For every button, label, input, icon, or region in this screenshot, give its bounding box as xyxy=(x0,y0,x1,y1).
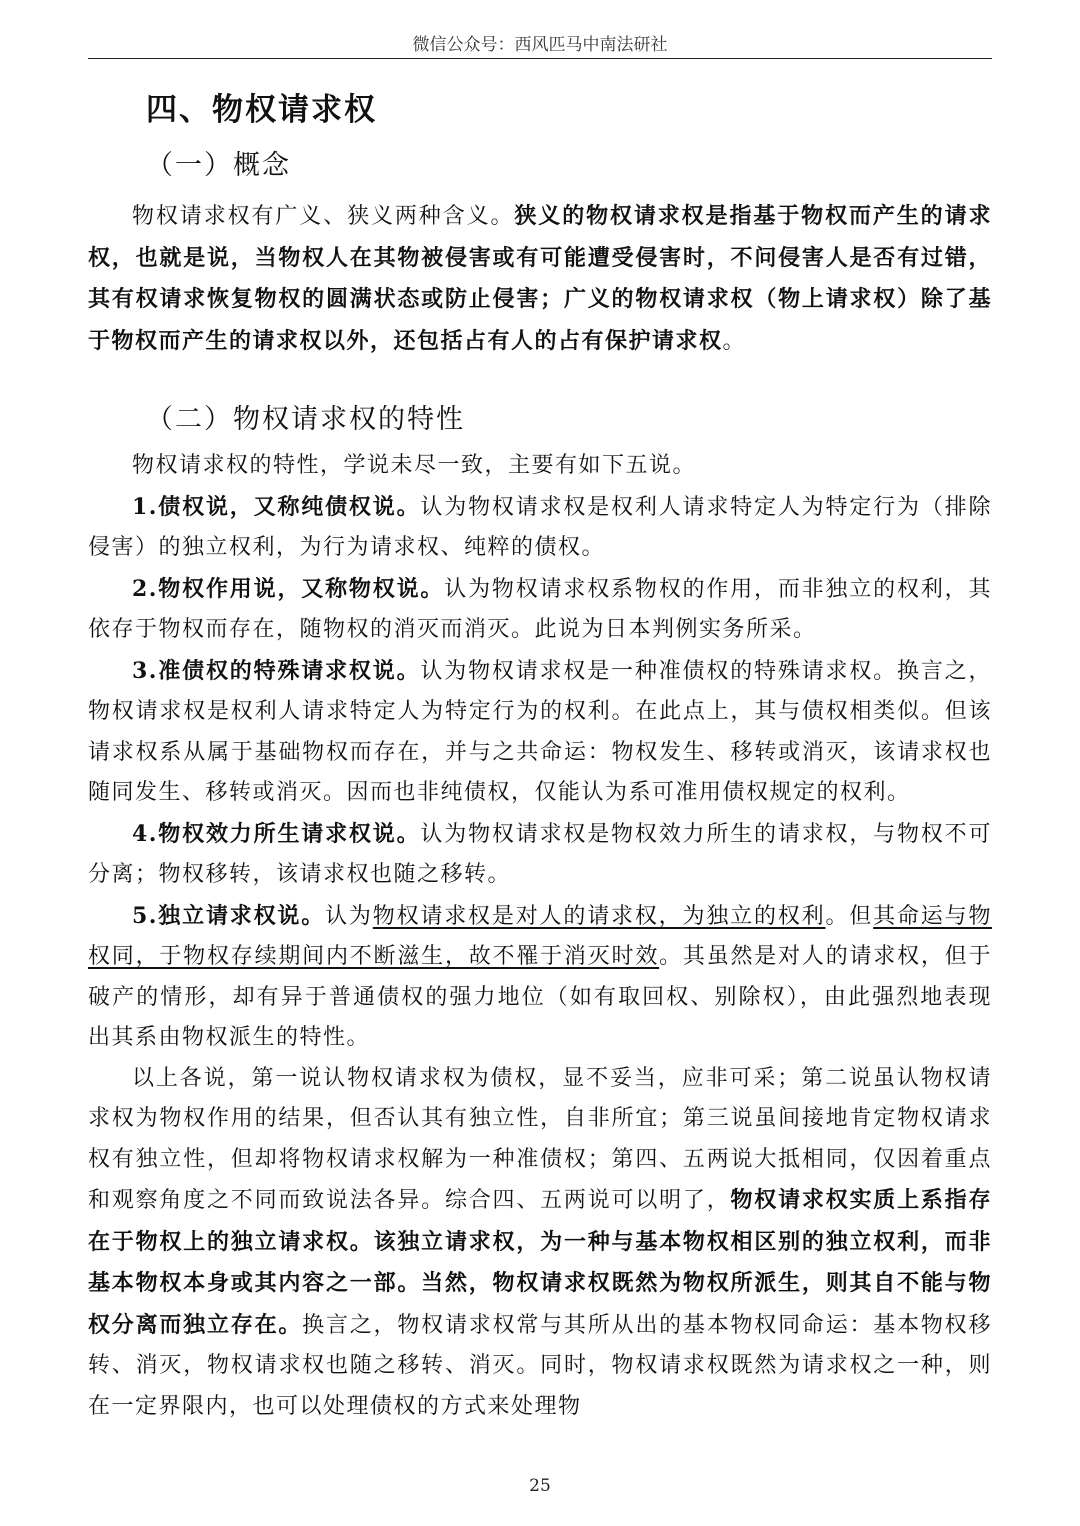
conclusion-bold-text: 物权请求权实质上系指存在于物权上的独立请求权。该独立请求权，为一种与基本物权相区别的独立权利，而非基本物权本身或其内容之一部。当然，物权请求权既然为物权所派生，则其自不能与物权分离而独立存在。 xyxy=(88,1187,992,1338)
theory-1-text: 认为物权请求权是权利人请求特定人为特定行为（排除侵害）的独立权利，为行为请求权、纯粹的债权。 xyxy=(88,494,992,560)
concept-heading: （一）概念 xyxy=(146,150,291,181)
theory-1-paragraph xyxy=(88,487,992,569)
theory-5-label: 5.独立请求权说。 xyxy=(132,902,326,929)
conclusion-text-1: 以上各说，第一说认物权请求权为债权，显不妥当，应非可采；第二说虽认物权请求权为物权作用的结果，但否认其有独立性，自非所宜；第三说虽间接地肯定物权请求权有独立性，但却将物权请求权解为一种准债权；第四、五两说大抵相同，仅因着重点和观察角度之不同而致说法各异。综合四、五两说可以明了， xyxy=(88,1065,992,1213)
page-header: 微信公众号：西风匹马中南法研社 xyxy=(412,35,668,55)
concept-text-2: 。 xyxy=(722,328,747,354)
concept-text-1: 物权请求权有广义、狭义两种含义。 xyxy=(132,204,515,229)
theory-1-label: 1.债权说，又称纯债权说。 xyxy=(132,493,421,520)
theory-3-label: 3.准债权的特殊请求权说。 xyxy=(132,657,421,684)
theory-2-label: 2.物权作用说，又称物权说。 xyxy=(132,575,445,602)
section-title: 四、物权请求权 xyxy=(146,92,377,128)
theory-4-label: 4.物权效力所生请求权说。 xyxy=(132,820,421,847)
concept-bold-text: 狭义的物权请求权是指基于物权而产生的请求权，也就是说，当物权人在其物被侵害或有可能遭受侵害时，不问侵害人是否有过错，其有权请求恢复物权的圆满状态或防止侵害；广义的物权请求权（物上请求权）除了基于物权而产生的请求权以外，还包括占有人的占有保护请求权 xyxy=(88,203,992,354)
page-number: 25 xyxy=(529,1476,551,1496)
conclusion-paragraph xyxy=(88,1059,992,1428)
theory-5-text-1: 认为 xyxy=(325,903,373,929)
theory-2-text: 认为物权请求权系物权的作用，而非独立的权利，其依存于物权而存在，随物权的消灭而消灭。此说为日本判例实务所采。 xyxy=(88,576,992,642)
page-body xyxy=(88,72,992,1427)
features-heading: （二）物权请求权的特性 xyxy=(146,404,465,435)
features-intro: 物权请求权的特性，学说未尽一致，主要有如下五说。 xyxy=(132,453,697,478)
theory-5-text-3: 。其虽然是对人的请求权，但于破产的情形，却有异于普通债权的强力地位（如有取回权、别除权），由此强烈地表现出其系由物权派生的特性。 xyxy=(88,944,992,1050)
theory-5-underline-1: 物权请求权是对人的请求权，为独立的权利 xyxy=(372,903,826,929)
theory-5-text-2: 。但 xyxy=(825,903,874,929)
theory-3-text: 认为物权请求权是一种准债权的特殊请求权。换言之，物权请求权是权利人请求特定人为特定行为的权利。在此点上，其与债权相类似。但该请求权系从属于基础物权而存在，并与之共命运：物权发生、移转或消灭，该请求权也随同发生、移转或消灭。因而也非纯债权，仅能认为系可准用债权规定的权利。 xyxy=(88,658,992,805)
conclusion-text-2: 换言之，物权请求权常与其所从出的基本物权同命运：基本物权移转、消灭，物权请求权也随之移转、消灭。同时，物权请求权既然为请求权之一种，则在一定界限内，也可以处理债权的方式来处理物 xyxy=(88,1312,992,1419)
theory-2-paragraph xyxy=(88,569,992,651)
theory-4-text: 认为物权请求权是物权效力所生的请求权，与物权不可分离；物权移转，该请求权也随之移转。 xyxy=(88,821,992,887)
theory-5-paragraph xyxy=(88,896,992,1059)
header-divider xyxy=(88,58,992,59)
concept-paragraph xyxy=(88,196,992,362)
theory-5-underline-2: 其命运与物权同，于物权存续期间内不断滋生，故不罹于消灭时效 xyxy=(88,903,992,969)
theory-4-paragraph xyxy=(88,814,992,896)
theory-3-paragraph xyxy=(88,651,992,814)
